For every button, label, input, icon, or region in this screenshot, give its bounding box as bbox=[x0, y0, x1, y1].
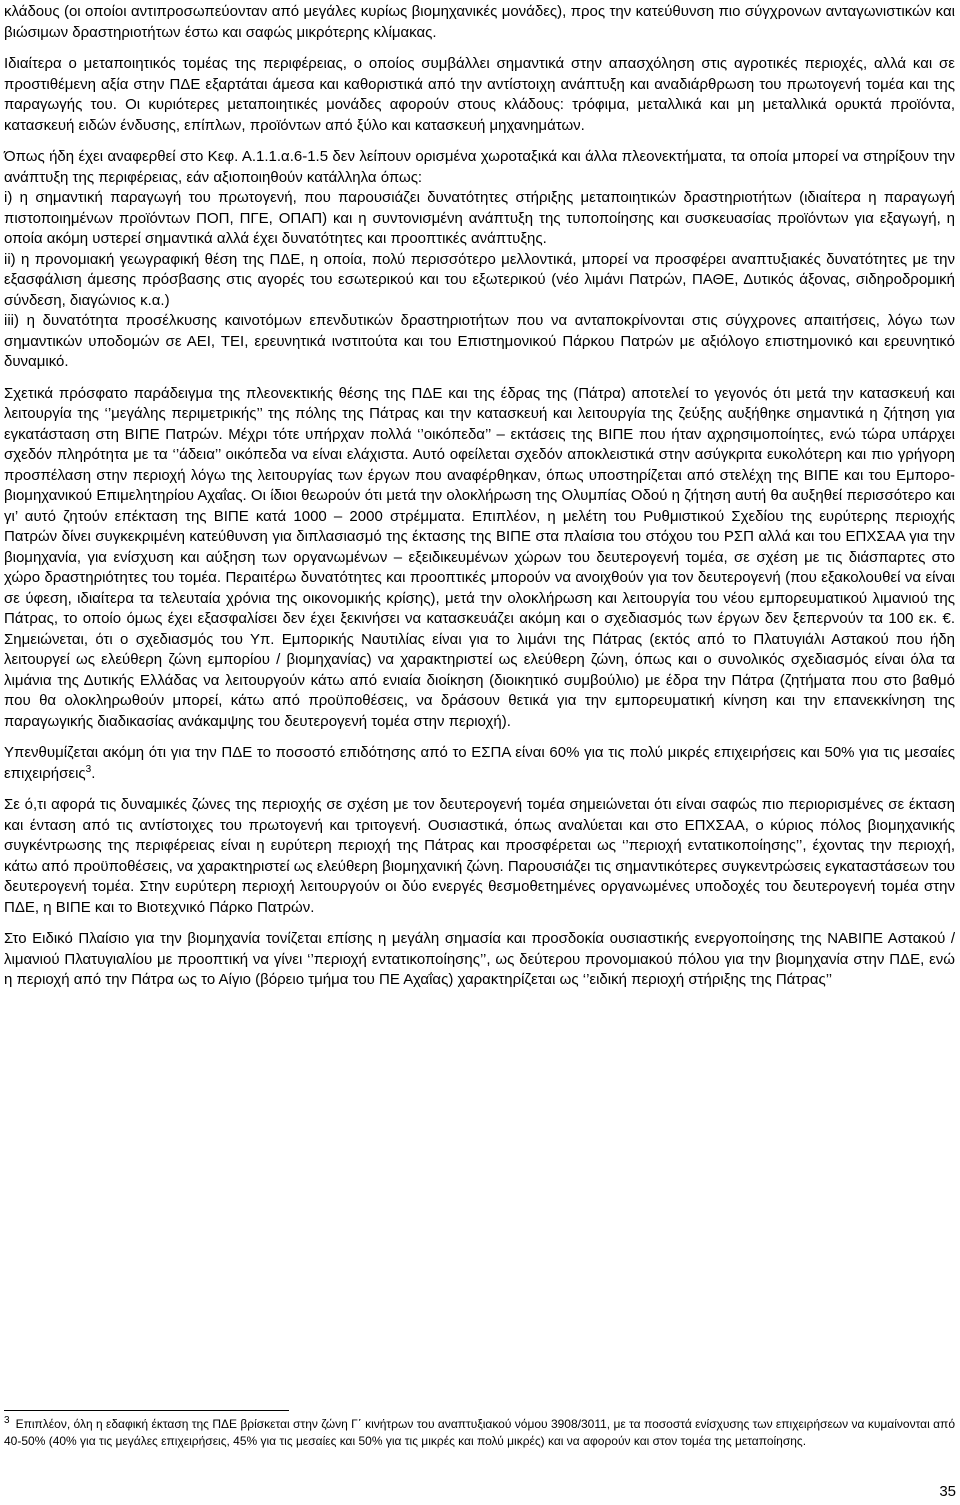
list-item-i: i) η σημαντική παραγωγή του πρωτογενή, που παρουσιάζει δυνατότητες στήριξης μεταποιητικών δραστηριοτήτων (ιδιαίτερα η παραγωγή πιστοποιημένων προϊόντων ΠΟΠ, ΠΓΕ, ΟΠΑΠ) και η συντονισμένη ανάπτυξη της τυποποίησης και συσκευασίας προϊόντων για εξαγωγή, η οποία ακόμη υστερεί σημαντικά αλλά έχει δυνατότητες και προοπτικές ανάπτυξης. bbox=[4, 189, 955, 247]
paragraph-3: Όπως ήδη έχει αναφερθεί στο Κεφ. Α.1.1.α.6-1.5 δεν λείπουν ορισμένα χωροταξικά και άλλα πλεονεκτήματα, τα οποία μπορεί να στηρίξουν την ανάπτυξη της περιφέρειας, εάν αξιοποιηθούν κατάλληλα όπως: bbox=[4, 148, 955, 186]
paragraph-bipe-example: Σχετικά πρόσφατο παράδειγμα της πλεονεκτικής θέσης της ΠΔΕ και της έδρας της (Πάτρα) αποτελεί το γεγονός ότι μετά την κατασκευή και λειτουργία της ‘’μεγάλης περιμετρικής’’ της πόλης της Πάτρας και την κατασκευή και λειτουργία της ζεύξης αυξήθηκε σημαντικά η ζήτηση για εγκατάσταση στη ΒΙΠΕ Πατρών. Μέχρι τότε υπήρχαν πολλά ‘’οικόπεδα’’ – εκτάσεις της ΒΙΠΕ που ήταν αχρησιμοποίητες, ενώ τώρα υπάρχει σχεδόν πληρότητα με τα ‘’άδεια’’ οικόπεδα να είναι ελάχιστα. Αυτό οφείλεται σχεδόν αποκλειστικά στην ασύγκριτα ευκολότερη και πιο γρήγορη προσπέλαση στην περιοχή λόγω της λειτουργίας των έργων που αναφέρθηκαν, όπως υποστηρίζεται από στελέχη της ΒΙΠΕ και του Εμποροβιομηχανικού Επιμελητηρίου Αχαΐας. Οι ίδιοι θεωρούν ότι μετά την ολοκλήρωση της Ολυμπίας Οδού η ζήτηση αυτή θα αυξηθεί περισσότερο και γι’ αυτό ζητούν επέκταση της ΒΙΠΕ κατά 1000 – 2000 στρέμματα. Επιπλέον, η μελέτη του Ρυθμιστικού Σχεδίου της ευρύτερης περιοχής Πατρών δίνει συγκεκριμένη κατεύθυνση για διπλασιασμό της έκτασης της ΒΙΠΕ στα πλαίσια του στόχου του ΡΣΠ αλλά και του ΕΠΧΣΑΑ για την βιομηχανία, για ενίσχυση και αύξηση των οργανωμένων – εξειδικευμένων χώρων του δευτερογενή τομέα, σε σχέση με τις διάσπαρτες στο χώρο δραστηριότητες του τομέα. Περαιτέρω δυνατότητες και προοπτικές μπορούν να ανοιχθούν για τον δευτερογενή (που εξακολουθεί να είναι σε ύφεση, ιδιαίτερα τα τελευταία χρόνια της οικονομικής κρίσης), μετά την ολοκλήρωση και λειτουργία του νέου εμπορευματικού λιμανιού της Πάτρας, το οποίο όμως έχει εξασφαλίσει δεν έχει ξεκινήσει να κατασκευάζει ακόμη και ο σχεδιασμός των έργων δεν ξεπερνούν τα 100 εκ. €. Σημειώνεται, ότι ο σχεδιασμός του Υπ. Εμπορικής Ναυτιλίας είναι για το λιμάνι της Πάτρας (εκτός από το Πλατυγιάλι Αστακού που ήδη λειτουργεί ως ελεύθερη ζώνη εμπορίου / βιομηχανίας) να χαρακτηριστεί ως ελεύθερη ζώνη, όπως και ο συνολικός σχεδιασμός είναι όλα τα λιμάνια της Δυτικής Ελλάδας να λειτουργούν κάτω από ενιαία διοίκηση (διοικητικό συμβούλιο) με έδρα την Πάτρα (ζητήματα που στο βαθμό που θα ολοκληρωθούν μπορεί, κάτω από προϋποθέσεις, να δράσουν θετικά για την εμπορευματική κίνηση και την επανεκκίνηση της παραγωγικής διαδικασίας ανάκαμψης του δευτερογενή τομέα στην περιοχή). bbox=[4, 384, 955, 730]
footnote-text: Επιπλέον, όλη η εδαφική έκταση της ΠΔΕ βρίσκεται στην ζώνη Γ΄ κινήτρων του αναπτυξιακού νόμου 3908/3011, με τα ποσοστά ενίσχυσης των επιχειρήσεων να κυμαίνονται από 40-50% (40% για τις μεγάλες επιχειρήσεις, 45% για τις μεσαίες και 50% για τις μικρές και πολύ μικρές) και να αφορούν και στον τομέα της μεταποίησης. bbox=[4, 1417, 955, 1448]
footnote-marker: 3 bbox=[4, 1415, 10, 1426]
page-number: 35 bbox=[939, 1483, 956, 1500]
footnote-divider bbox=[4, 1410, 289, 1411]
list-item-iii: iii) η δυνατότητα προσέλκυσης καινοτόμων επενδυτικών δραστηριοτήτων που να ανταποκρίνονται στις σύγχρονες απαιτήσεις, λόγω των σημαντικών υποδομών σε ΑΕΙ, ΤΕΙ, ερευνητικά ινστιτούτα και του Επιστημονικού Πάρκου Πατρών με αξιόλογο επιστημονικό και ερευνητικό δυναμικό. bbox=[4, 312, 955, 370]
paragraph-1: κλάδους (οι οποίοι αντιπροσωπεύονταν από μεγάλες κυρίως βιομηχανικές μονάδες), προς την κατεύθυνση πιο σύγχρονων ανταγωνιστικών και βιώσιμων δραστηριοτήτων έστω και σαφώς μικρότερης κλίμακας. bbox=[4, 3, 955, 41]
list-item-ii: ii) η προνομιακή γεωγραφική θέση της ΠΔΕ, η οποία, πολύ περισσότερο μελλοντικά, μπορεί να προσφέρει αναπτυξιακές δυνατότητες με την εξασφάλιση άμεσης πρόσβασης στις αγορές του εσωτερικού και του εξωτερικού (νέο λιμάνι Πατρών, ΠΑΘΕ, Δυτικός άξονας, σιδηροδρομική σύνδεση, διαγώνιος κ.α.) bbox=[4, 250, 955, 309]
paragraph-espa: Υπενθυμίζεται ακόμη ότι για την ΠΔΕ το ποσοστό επιδότησης από το ΕΣΠΑ είναι 60% για τις πολύ μικρές επιχειρήσεις και 50% για τις μεσαίες επιχειρήσεις$^3$. bbox=[4, 744, 955, 782]
paragraph-dynamic-zones: Σε ό,τι αφορά τις δυναμικές ζώνες της περιοχής σε σχέση με τον δευτερογενή τομέα σημειώνεται ότι είναι σαφώς πιο περιορισμένες σε έκταση και ένταση από τις αντίστοιχες του πρωτογενή και τριτογενή. Ουσιαστικά, όπως αναλύεται και στο ΕΠΧΣΑΑ, ο κύριος πόλος βιομηχανικής συγκέντρωσης της περιφέρειας είναι η ευρύτερη περιοχή της Πάτρας και προσφέρεται ως ‘’περιοχή εντατικοποίησης’’, έχοντας την περιοχή, κάτω από προϋποθέσεις, να χαρακτηριστεί ως ελεύθερη βιομηχανική ζώνη. Παρουσιάζει τις σημαντικότερες συγκεντρώσεις εγκαταστάσεων του δευτερογενή τομέα. Στην ευρύτερη περιοχή λειτουργούν οι δύο ενεργές θεσμοθετημένες οργανωμένες υποδοχές του δευτερογενή τομέα στην ΠΔΕ, η ΒΙΠΕ και το Βιοτεχνικό Πάρκο Πατρών. bbox=[4, 796, 955, 916]
body-text bbox=[4, 2, 955, 1002]
footnote-reference[interactable]: 3 bbox=[85, 763, 92, 775]
paragraph-special-framework: Στο Ειδικό Πλαίσιο για την βιομηχανία τονίζεται επίσης η μεγάλη σημασία και προσδοκία ουσιαστικής ενεργοποίησης της ΝΑΒΙΠΕ Αστακού / λιμανιού Πλατυγιαλίου με προοπτική να γίνει ‘’περιοχή εντατικοποίησης’’, ως δεύτερου προνομιακού πόλου για την βιομηχανία στην ΠΔΕ, ενώ η περιοχή από την Πάτρα ως το Αίγιο (βόρειο τμήμα του ΠΕ Αχαΐας) χαρακτηρίζεται ως ‘’ειδική περιοχή στήριξης της Πάτρας’’ bbox=[4, 930, 955, 988]
paragraph-2: Ιδιαίτερα ο μεταποιητικός τομέας της περιφέρειας, ο οποίος συμβάλλει σημαντικά στην απασχόληση στις αγροτικές περιοχές, αλλά και σε προστιθέμενη αξία στην ΠΔΕ εξαρτάται άμεσα και καθοριστικά από την αντίστοιχη ανάπτυξη και αναδιάρθρωση του πρωτογενή τομέα και της παραγωγής του. Οι κυριότερες μεταποιητικές μονάδες αφορούν στους κλάδους: τρόφιμα, μεταλλικά και μη μεταλλικά ορυκτά προϊόντα, κατασκευή ειδών ένδυσης, επίπλων, προϊόντων από ξύλο και κατασκευή μηχανημάτων. bbox=[4, 55, 955, 134]
footnote bbox=[4, 1416, 955, 1450]
